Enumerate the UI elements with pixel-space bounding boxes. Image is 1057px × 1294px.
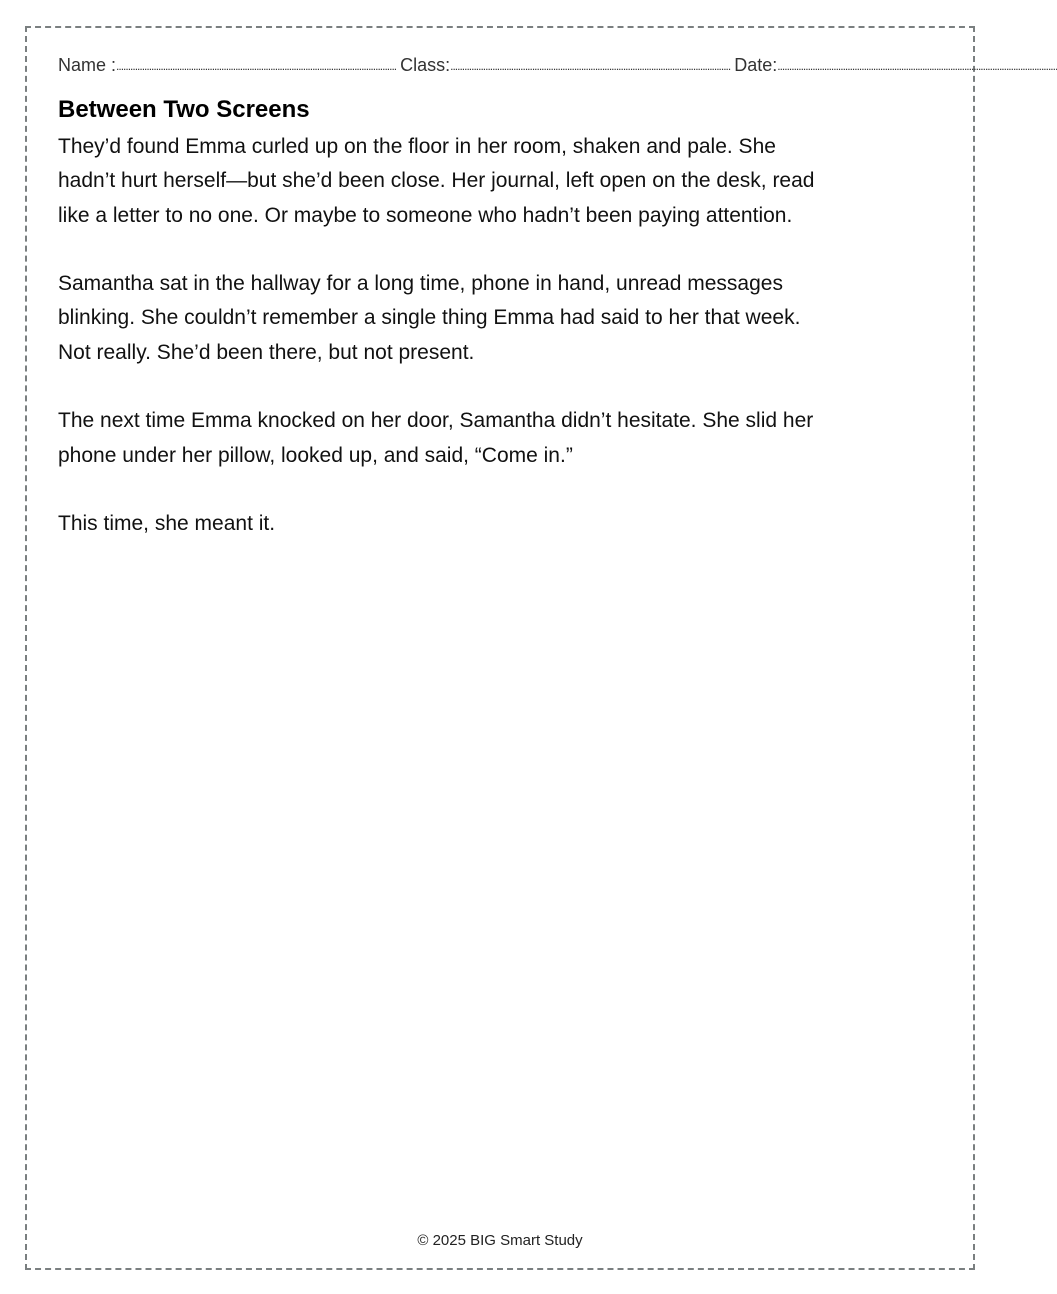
name-field[interactable]: ........................................................................................................................ [116, 59, 397, 73]
paragraph-line: The next time Emma knocked on her door, Samantha didn’t hesitate. She slid her [58, 409, 814, 433]
story-paragraph [58, 267, 958, 370]
paragraph-line: This time, she meant it. [58, 512, 276, 536]
paragraph-line: They’d found Emma curled up on the floor in her room, shaken and pale. She [58, 135, 776, 158]
paragraph-line: blinking. She couldn’t remember a single thing Emma had said to her that week. [58, 306, 801, 330]
paragraph-line: Not really. She’d been there, but not present. [58, 340, 475, 364]
story-body [58, 130, 958, 576]
class-label: Class: [400, 55, 451, 75]
name-label: Name : [58, 55, 117, 75]
paragraph-line: Samantha sat in the hallway for a long time, phone in hand, unread messages [58, 272, 783, 296]
copyright-footer: © 2025 BIG Smart Study [417, 1232, 583, 1249]
paragraph-line: hadn’t hurt herself—but she’d been close. Her journal, left open on the desk, read [58, 169, 815, 193]
student-info-header [58, 55, 1057, 77]
story-title: Between Two Screens [58, 96, 310, 123]
paragraph-line: like a letter to no one. Or maybe to someone who hadn’t been paying attention. [58, 203, 793, 227]
date-label: Date: [734, 55, 778, 75]
story-paragraph [58, 130, 958, 233]
story-paragraph [58, 404, 958, 473]
story-paragraph [58, 507, 958, 541]
date-field[interactable]: ........................................................................................................................ [777, 59, 1057, 73]
class-field[interactable]: ........................................................................................................................ [450, 59, 731, 73]
paragraph-line: phone under her pillow, looked up, and said, “Come in.” [58, 443, 573, 467]
